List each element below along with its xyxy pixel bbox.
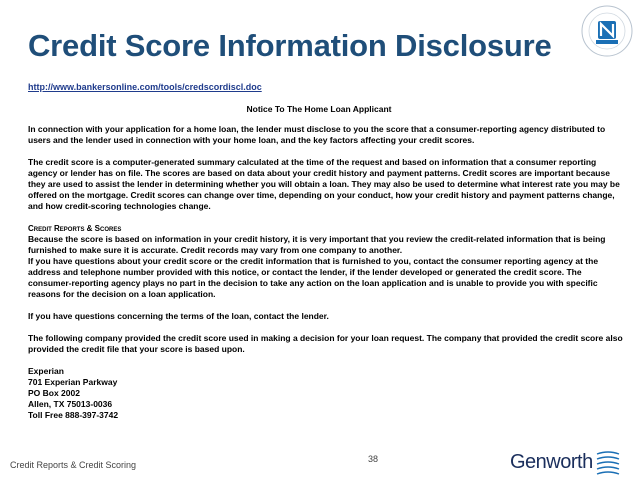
address-phone: Toll Free 888-397-3742 xyxy=(28,410,119,420)
paragraph-loan-terms: If you have questions concerning the terms of the loan, contact the lender. xyxy=(28,311,329,321)
notice-heading: Notice To The Home Loan Applicant xyxy=(246,104,392,114)
paragraph-company: The following company provided the credit score used in making a decision for your loan request. The company that provided the credit score also provided the credit file that your score is based upon. xyxy=(28,333,623,354)
nafcu-partner-badge-icon xyxy=(580,4,634,58)
paragraph-questions: If you have questions about your credit score or the credit information that is furnished to you, contact the consumer reporting agency at the address and telephone number provided with this notice, or contact the lender, if the lender developed or generated the credit score. The consumer-reporting agency plays no part in the decision to take any action on the loan application and is unable to provide you with specific reasons for the decision on a loan application. xyxy=(28,256,599,299)
address-city: Allen, TX 75013-0036 xyxy=(28,399,113,409)
paragraph-credit-score: The credit score is a computer-generated summary calculated at the time of the request and based on information that a consumer reporting agency or lender has on file. The scores are based on data about your credit history and payment patterns. Credit scores are important because they are used to assist the lender in determining whether you will obtain a loan. They may also be used to determine what interest rate you may be offered on the mortgage. Credit scores can change over time, depending on your conduct, how your credit history and payment patterns change, and how credit-scoring technologies change. xyxy=(28,157,620,211)
disclosure-body xyxy=(28,124,624,421)
slide-title: Credit Score Information Disclosure xyxy=(28,28,552,63)
page-number: 38 xyxy=(368,454,379,464)
address-company: Experian xyxy=(28,366,64,376)
address-street: 701 Experian Parkway xyxy=(28,377,118,387)
genworth-logo-mark-icon xyxy=(593,448,623,478)
genworth-logo: Genworth xyxy=(510,451,593,473)
paragraph-intro: In connection with your application for a home loan, the lender must disclose to you the score that a consumer-reporting agency distributed to users and the lender used in connection with your home loan, and the key factors affecting your credit scores. xyxy=(28,124,606,145)
paragraph-review: Because the score is based on information in your credit history, it is very important that you review the credit-related information that is being furnished to make sure it is accurate. Credit records may vary from one company to another. xyxy=(28,234,606,255)
source-url-link[interactable]: http://www.bankersonline.com/tools/credscordiscl.doc xyxy=(28,82,262,92)
section-heading: Credit Reports & Scores xyxy=(28,224,122,233)
address-po-box: PO Box 2002 xyxy=(28,388,80,398)
footer-title: Credit Reports & Credit Scoring xyxy=(10,460,137,470)
